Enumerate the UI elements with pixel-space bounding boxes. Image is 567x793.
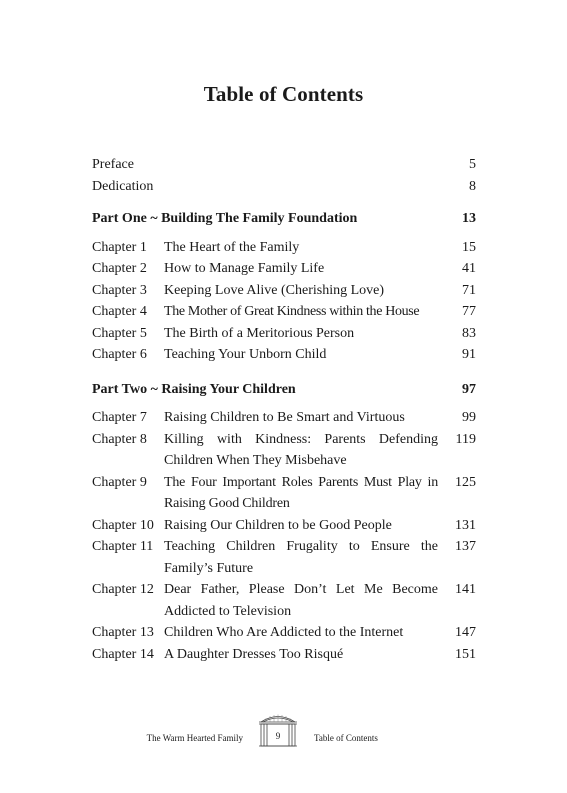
chapter-title: The Heart of the Family [164,239,300,255]
toc-page-number: 137 [455,539,476,554]
toc-page-number: 77 [462,304,476,319]
chapter-number: Chapter 11 [92,539,154,554]
toc-entry-preface[interactable] [92,154,476,176]
toc-entry-label: Dedication [92,178,154,194]
toc-page-number: 91 [462,347,476,362]
chapter-title: Teaching Children Frugality to Ensure the Family’s Future [164,539,438,576]
temple-gate-icon [253,710,303,748]
chapter-title: Raising Children to Be Smart and Virtuous [164,410,405,425]
toc-page-number: 8 [469,178,476,194]
chapter-number: Chapter 2 [92,261,147,276]
chapter-title: A Daughter Dresses Too Risqué [164,646,344,662]
page-title: Table of Contents [203,82,364,106]
part-heading: Part Two ~ Raising Your Children [92,381,296,397]
footer-section-title: Table of Contents [314,733,378,743]
chapter-title: Dear Father, Please Don’t Let Me Become Addicted to Television [164,582,438,619]
toc-page-number: 5 [469,157,476,172]
toc-page-number: 99 [462,410,476,425]
toc-chapter[interactable] [92,407,476,429]
chapter-number: Chapter 3 [92,282,147,298]
toc-chapter[interactable] [92,579,476,622]
toc-page-number: 119 [455,431,476,447]
chapter-number: Chapter 10 [92,517,154,533]
toc-chapter[interactable] [92,237,476,259]
toc-page-number: 151 [455,646,476,662]
chapter-number: Chapter 6 [92,347,147,362]
toc-page-number: 141 [455,582,476,597]
page-footer [0,710,567,750]
chapter-number: Chapter 5 [92,325,147,341]
toc-chapter[interactable] [92,344,476,366]
chapter-title: The Four Important Roles Parents Must Play in Raising Good Children [164,474,438,511]
toc-chapter[interactable] [92,429,476,472]
chapter-number: Chapter 9 [92,474,147,490]
chapter-title: How to Manage Family Life [164,261,325,276]
chapter-number: Chapter 8 [92,431,147,447]
chapter-title: Raising Our Children to be Good People [164,517,392,533]
toc-page-number: 147 [455,625,476,640]
chapter-number: Chapter 13 [92,625,154,640]
toc-page-number: 125 [455,474,476,490]
chapter-title: Killing with Kindness: Parents Defending Children When They Misbehave [164,431,438,468]
chapter-number: Chapter 1 [92,239,147,255]
toc-chapter[interactable] [92,301,476,323]
toc-page-number: 13 [462,211,476,226]
toc-chapter[interactable] [92,644,476,666]
chapter-title: The Birth of a Meritorious Person [164,325,355,341]
chapter-title: Teaching Your Unborn Child [164,347,327,362]
chapter-number: Chapter 4 [92,304,147,319]
toc-entry-dedication[interactable] [92,176,476,198]
toc-part-one[interactable] [92,208,476,230]
toc-page-number: 97 [462,381,476,397]
footer-book-title: The Warm Hearted Family [146,733,243,743]
toc-chapter[interactable] [92,536,476,579]
toc-chapter[interactable] [92,258,476,280]
toc-chapter[interactable] [92,515,476,537]
toc-chapter[interactable] [92,472,476,515]
chapter-title: The Mother of Great Kindness within the House [164,304,420,319]
toc-entry-label: Preface [92,157,134,172]
chapter-title: Children Who Are Addicted to the Internet [164,625,404,640]
toc-page-number: 15 [462,239,476,255]
chapter-number: Chapter 7 [92,410,147,425]
toc-chapter[interactable] [92,622,476,644]
toc-part-two[interactable] [92,379,476,401]
toc-page-number: 83 [462,325,476,341]
part-heading: Part One ~ Building The Family Foundation [92,211,358,226]
toc-chapter[interactable] [92,323,476,345]
toc-page-number: 41 [462,261,476,276]
chapter-number: Chapter 12 [92,582,154,597]
footer-page-number: 9 [275,731,281,741]
toc-page-number: 71 [462,282,476,298]
toc-page-number: 131 [455,517,476,533]
chapter-number: Chapter 14 [92,646,154,662]
chapter-title: Keeping Love Alive (Cherishing Love) [164,282,385,298]
table-of-contents [92,154,476,665]
toc-chapter[interactable] [92,280,476,302]
